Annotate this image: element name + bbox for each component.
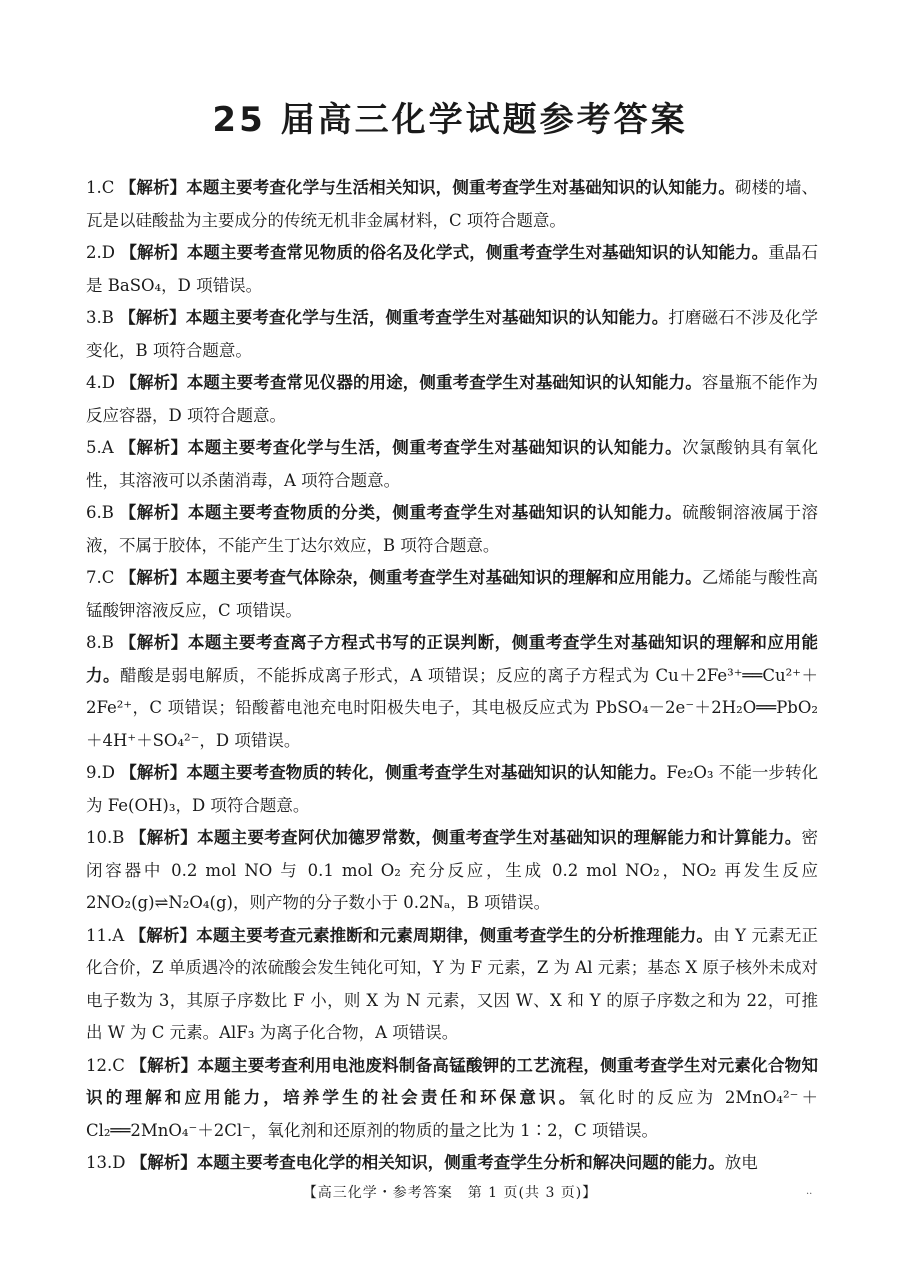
- answer-item-6: [86, 497, 818, 562]
- answer-item-13: [86, 1147, 818, 1180]
- answer-number: 1.C: [86, 178, 115, 197]
- answer-number: 5.A: [86, 438, 114, 457]
- analysis-tag: 【解析】: [129, 828, 198, 847]
- analysis-tag: 【解析】: [129, 925, 197, 945]
- corner-mark: ..: [806, 1186, 813, 1197]
- analysis-body: 砌楼的墙、瓦是以硅酸盐为主要成分的传统无机非金属材料，C 项符合题意。: [86, 178, 819, 230]
- answer-item-8: [86, 627, 818, 757]
- analysis-lead: 本题主要考查物质的分类，侧重考查学生对基础知识的认知能力。: [187, 503, 683, 522]
- analysis-tag: 【解析】: [119, 178, 187, 197]
- analysis-tag: 【解析】: [120, 243, 187, 262]
- analysis-tag: 【解析】: [119, 308, 186, 327]
- analysis-lead: 本题主要考查气体除杂，侧重考查学生对基础知识的理解和应用能力。: [186, 568, 702, 587]
- answer-item-1: [86, 172, 818, 237]
- analysis-lead: 本题主要考查电化学的相关知识，侧重考查学生分析和解决问题的能力。: [196, 1153, 725, 1172]
- answer-number: 8.B: [86, 633, 114, 652]
- answer-item-10: [86, 822, 818, 920]
- analysis-body: 氧化时的反应为 2MnO₄²⁻＋Cl₂══2MnO₄⁻＋2Cl⁻，氧化剂和还原剂的物质的量之比为 1∶2，C 项错误。: [86, 1088, 819, 1140]
- analysis-lead: 本题主要考查化学与生活，侧重考查学生对基础知识的认知能力。: [187, 438, 683, 457]
- answer-number: 12.C: [86, 1055, 125, 1075]
- analysis-body: 硫酸铜溶液属于溶液，不属于胶体，不能产生丁达尔效应，B 项符合题意。: [86, 503, 819, 555]
- answer-item-4: [86, 367, 818, 432]
- answer-number: 9.D: [86, 763, 115, 782]
- answer-number: 4.D: [86, 373, 115, 392]
- analysis-lead: 本题主要考查阿伏加德罗常数，侧重考查学生对基础知识的理解能力和计算能力。: [197, 828, 802, 847]
- answer-item-5: [86, 432, 818, 497]
- analysis-tag: 【解析】: [130, 1153, 197, 1172]
- analysis-lead: 本题主要考查物质的转化，侧重考查学生对基础知识的认知能力。: [186, 763, 667, 782]
- answer-item-12: [86, 1050, 818, 1148]
- analysis-tag: 【解析】: [130, 1055, 198, 1075]
- answer-number: 11.A: [86, 925, 125, 945]
- analysis-lead: 本题主要考查常见物质的俗名及化学式，侧重考查学生对基础知识的认知能力。: [186, 243, 769, 262]
- analysis-lead: 本题主要考查利用电池废料制备高锰酸钾的工艺流程，侧重考查学生对元素化合物知识的理解和应用能力，培养学生的社会责任和环保意识。: [86, 1055, 819, 1107]
- analysis-body: Fe₂O₃ 不能一步转化为 Fe(OH)₃，D 项符合题意。: [86, 763, 819, 815]
- analysis-body: 打磨磁石不涉及化学变化，B 项符合题意。: [86, 308, 819, 360]
- analysis-tag: 【解析】: [120, 373, 187, 392]
- answer-item-2: [86, 237, 818, 302]
- answer-number: 3.B: [86, 308, 114, 327]
- analysis-lead: 本题主要考查元素推断和元素周期律，侧重考查学生的分析推理能力。: [196, 925, 714, 945]
- analysis-body: 醋酸是弱电解质，不能拆成离子形式，A 项错误；反应的离子方程式为 Cu＋2Fe³⁺══Cu²⁺＋2Fe²⁺，C 项错误；铅酸蓄电池充电时阳极失电子，其电极反应式为 PbSO₄－2e⁻＋2H₂O══PbO₂＋4H⁺＋SO₄²⁻，D 项错误。: [86, 665, 819, 750]
- analysis-lead: 本题主要考查常见仪器的用途，侧重考查学生对基础知识的认知能力。: [186, 373, 702, 392]
- analysis-tag: 【解析】: [119, 438, 188, 457]
- answer-number: 13.D: [86, 1153, 126, 1172]
- analysis-lead: 本题主要考查离子方程式书写的正误判断，侧重考查学生对基础知识的理解和应用能力。: [86, 633, 819, 685]
- answer-item-11: [86, 920, 818, 1050]
- analysis-body: 放电: [724, 1153, 758, 1172]
- answer-item-3: [86, 302, 818, 367]
- analysis-tag: 【解析】: [119, 503, 188, 522]
- answer-item-9: [86, 757, 818, 822]
- analysis-lead: 本题主要考查化学与生活相关知识，侧重考查学生对基础知识的认知能力。: [186, 178, 735, 197]
- analysis-lead: 本题主要考查化学与生活，侧重考查学生对基础知识的认知能力。: [185, 308, 669, 327]
- analysis-body: 次氯酸钠具有氧化性，其溶液可以杀菌消毒，A 项符合题意。: [86, 438, 819, 490]
- answer-number: 2.D: [86, 243, 115, 262]
- page-footer: 【高三化学・参考答案 第 1 页(共 3 页)】: [302, 1185, 598, 1201]
- analysis-body: 重晶石是 BaSO₄，D 项错误。: [86, 243, 819, 295]
- analysis-tag: 【解析】: [120, 763, 187, 782]
- page-title: 25 届高三化学试题参考答案: [212, 100, 688, 140]
- answer-item-7: [86, 562, 818, 627]
- answer-number: 10.B: [86, 828, 125, 847]
- analysis-body: 密闭容器中 0.2 mol NO 与 0.1 mol O₂ 充分反应，生成 0.2 mol NO₂，NO₂ 再发生反应 2NO₂(g)⇌N₂O₄(g)，则产物的分子数小于 0.2Nₐ，B 项错误。: [86, 828, 819, 912]
- analysis-tag: 【解析】: [119, 633, 188, 652]
- analysis-body: 容量瓶不能作为反应容器，D 项符合题意。: [86, 373, 819, 425]
- analysis-body: 乙烯能与酸性高锰酸钾溶液反应，C 项错误。: [86, 568, 819, 620]
- answer-number: 6.B: [86, 503, 114, 522]
- analysis-body: 由 Y 元素无正化合价，Z 单质遇冷的浓硫酸会发生钝化可知，Y 为 F 元素，Z 为 Al 元素；基态 X 原子核外未成对电子数为 3，其原子序数比 F 小，则 X 为 N 元素，又因 W、X 和 Y 的原子序数之和为 22，可推出 W 为 C 元素。AlF₃ 为离子化合物，A 项错误。: [86, 925, 819, 1042]
- answer-list: [86, 172, 818, 1180]
- analysis-tag: 【解析】: [119, 568, 187, 587]
- answer-number: 7.C: [86, 568, 115, 587]
